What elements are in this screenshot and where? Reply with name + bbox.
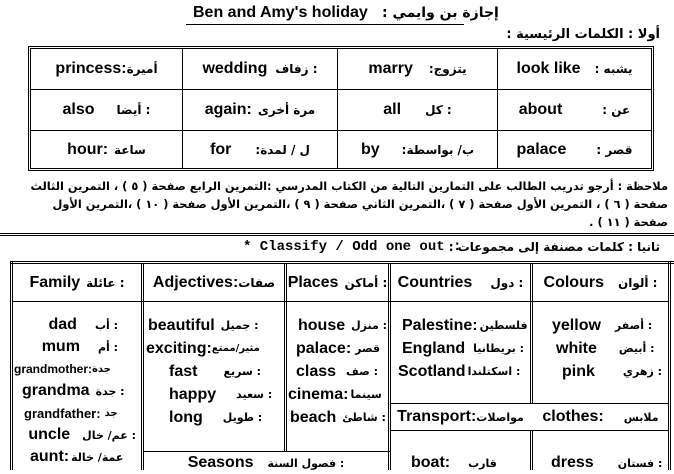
vocab-arabic: : كل: [425, 103, 452, 117]
list-item: palace: قصر: [296, 339, 381, 357]
vocab-cell: [338, 90, 497, 130]
header-label-ar: : ألوان: [617, 275, 658, 290]
countries-list: [392, 314, 530, 383]
header-label: Adjectives:: [152, 273, 239, 291]
vocab-cell: [31, 49, 182, 89]
vocab-cell: [498, 90, 651, 130]
vocab-english: about: [518, 101, 563, 118]
header-label: Places: [287, 273, 339, 291]
vocab-english: for: [210, 140, 232, 158]
list-item: white : أبيض: [556, 339, 655, 357]
header-places: [287, 264, 388, 301]
header-label-ar: صفات: [238, 275, 276, 290]
table-border: [668, 261, 671, 470]
list-item: exciting: مثير/ممتع: [146, 339, 260, 357]
vocab-english: marry: [368, 60, 413, 77]
list-item: dad : أب: [48, 316, 118, 333]
vocab-english: wedding: [202, 60, 268, 77]
vocab-cell: [338, 131, 497, 168]
list-item: beautiful : جميل: [148, 316, 259, 334]
vocab-english: also: [62, 101, 95, 118]
header-label: Seasons: [187, 454, 254, 471]
vocab-cell: [31, 90, 182, 130]
row-divider: [390, 430, 668, 431]
vocab-arabic: ل / لمدة:: [255, 142, 310, 157]
header-label-ar: ملابس: [623, 410, 659, 424]
list-item: Palestine: فلسطين: [402, 316, 528, 334]
vocab-cell: [183, 49, 337, 89]
vocab-english: palace: [516, 140, 567, 158]
header-clothes: [533, 404, 668, 430]
list-item: dress : فستان: [551, 454, 663, 471]
header-label: Transport:: [397, 408, 477, 425]
header-transport: [391, 404, 530, 430]
vocab-cell: [183, 90, 337, 130]
vocab-english: hour:: [67, 140, 109, 158]
vocab-arabic: مرة أخرى: [257, 103, 316, 117]
list-item: Scotland : اسكتلندا: [398, 362, 521, 380]
header-colours: [533, 264, 668, 301]
note-line-2: صفحة ( ٦ ) ، التمرين الأول صفحة ( ٧ ) ،التمرين الثاني صفحة ( ٩ ) ،التمرين الأول صفحة ( ١٠ ) ،التمرين الأول: [52, 197, 668, 211]
header-countries: [391, 264, 530, 301]
header-label: Colours: [543, 273, 604, 291]
list-item: fast : سريع: [169, 362, 261, 380]
list-item: house : منزل: [298, 316, 388, 334]
list-item: mum : أم: [41, 338, 118, 355]
header-label-ar: مواصلات: [476, 410, 524, 424]
header-label-ar: : عائلة: [86, 275, 125, 290]
vocab-arabic: يتزوج:: [428, 62, 467, 76]
classify-heading: * Classify / Odd one out :: [243, 239, 462, 255]
vocab-cell: [338, 49, 497, 89]
vocab-arabic: : أيضا: [116, 103, 151, 117]
list-item: class : صف: [296, 362, 379, 380]
note-line-3: صفحة ( ١١ ) .: [589, 215, 668, 229]
vocab-cell: [31, 131, 182, 168]
header-label-ar: : أماكن: [344, 275, 388, 290]
header-label-ar: : دول: [490, 275, 524, 290]
vocab-arabic: ساعة: [114, 142, 146, 157]
list-item: pink : زهري: [562, 362, 663, 380]
list-item: beach : شاطئ: [290, 408, 386, 426]
places-list: [288, 314, 388, 429]
vocab-arabic: : زفاف: [275, 62, 318, 76]
vocab-arabic: قصر :: [596, 142, 633, 157]
vocab-arabic: ب/ بواسطة:: [401, 142, 474, 157]
colours-list: [534, 314, 668, 383]
section2-heading-ar: ثانيا : كلمات مصنفة إلى مجموعات :: [448, 240, 660, 254]
vocab-arabic: عن :: [602, 103, 631, 117]
header-label: Countries: [397, 273, 473, 291]
vocab-english: all: [383, 101, 402, 118]
title-ar: إجازة بن وايمي :: [382, 5, 499, 21]
list-item: happy : سعيد: [169, 385, 273, 403]
header-label: clothes:: [542, 408, 604, 425]
note-line-1: ملاحظة : أرجو تدريب الطالب على التمارين التالية من الكتاب المدرسي :التمرين الرابع صفحة ( ٥ ) ، التمرين الثالث: [30, 179, 668, 193]
title-underline: [186, 24, 464, 25]
list-item: uncle : عم/ خال: [28, 426, 136, 443]
section1-heading: أولا : الكلمات الرئيسية :: [506, 27, 660, 42]
section-divider: [0, 233, 674, 236]
family-list: [14, 314, 140, 468]
vocab-cell: [183, 131, 337, 168]
vocab-arabic: يشبه :: [594, 62, 633, 76]
vocab-cell: [498, 49, 651, 89]
list-item: grandmother: جدة: [14, 362, 111, 376]
header-label-ar: : فصول السنة: [267, 456, 345, 470]
list-item: grandfather: جد: [24, 405, 118, 421]
list-item: boat: قارب: [411, 454, 497, 471]
list-item: yellow : أصفر: [552, 316, 653, 334]
header-adjectives: [144, 264, 284, 301]
list-item: grandma : جدة: [22, 382, 125, 399]
header-family: [13, 264, 141, 301]
vocab-english: princess:: [55, 60, 127, 77]
list-item: aunt: عمة/ خالة: [30, 448, 124, 465]
vocab-cell: [498, 131, 651, 168]
list-item: long : طويل: [169, 408, 263, 426]
vocab-arabic: أميرة: [126, 62, 158, 76]
vocab-english: again:: [204, 101, 252, 118]
adjectives-list: [145, 314, 284, 429]
header-divider: [13, 301, 668, 302]
header-seasons: [144, 452, 388, 474]
title-en: Ben and Amy's holiday: [193, 4, 368, 21]
header-label: Family: [29, 273, 81, 291]
list-item: England : بريطانيا: [402, 339, 525, 357]
list-item: cinema: سينما: [288, 385, 382, 403]
vocab-english: look like: [516, 60, 581, 77]
vocab-english: by: [361, 140, 380, 158]
